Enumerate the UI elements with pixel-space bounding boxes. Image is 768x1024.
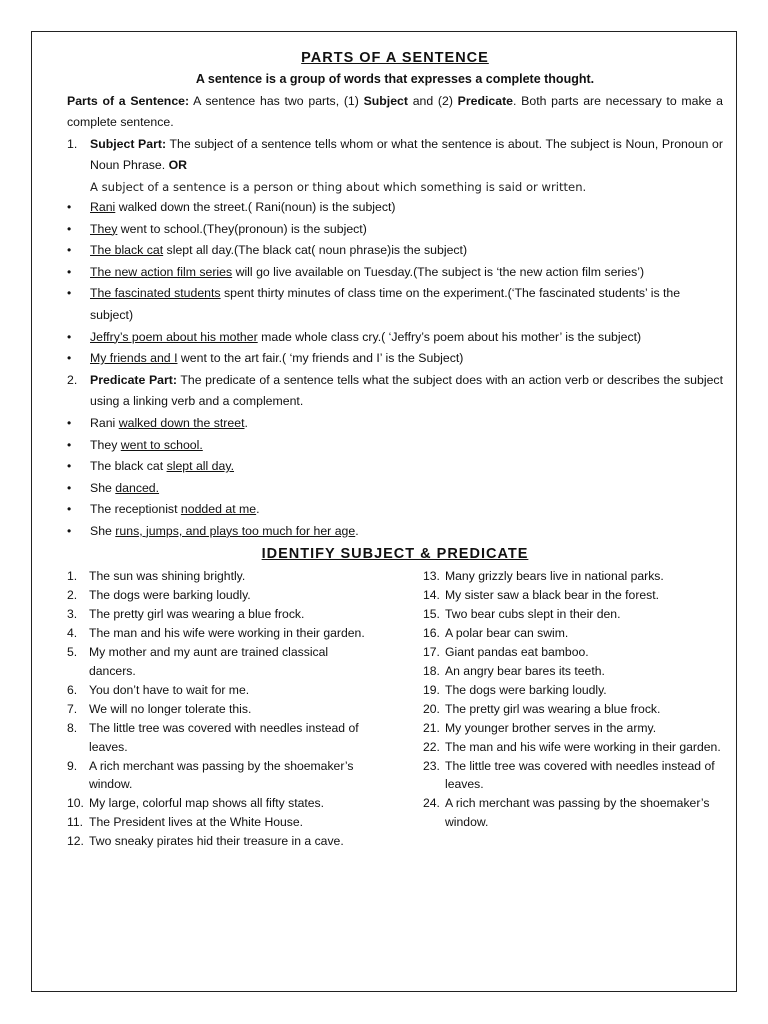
- exercise-item: [67, 757, 367, 795]
- exercise-item: [423, 794, 723, 832]
- exercise-item: [67, 643, 367, 681]
- exercise-number: 22.: [423, 739, 440, 754]
- exercise-number: 14.: [423, 588, 440, 603]
- exercise-number: 12.: [67, 834, 84, 849]
- subject-explanation: went to school.(They(pronoun) is the subject): [117, 221, 367, 236]
- subject-explanation: will go live available on Tuesday.(The subject is ‘the new action film series’): [232, 264, 645, 279]
- predicate-examples-list: [67, 413, 723, 543]
- exercise-number: 20.: [423, 701, 440, 716]
- predicate-part-body: [90, 370, 723, 413]
- exercise-sentence: The sun was shining brightly.: [89, 569, 246, 584]
- predicate-example-text: [90, 499, 723, 521]
- exercise-number: 9.: [67, 758, 78, 773]
- bullet-icon: •: [67, 523, 72, 538]
- subject-example-text: [90, 262, 723, 284]
- predicate-part-text: The predicate of a sentence tells what the subject does with an action verb or describes the subject using a linking verb and a complement.: [90, 372, 723, 409]
- subject-example-text: [90, 327, 723, 349]
- bullet-icon: •: [67, 286, 72, 301]
- subject-example-item: [67, 348, 723, 370]
- exercise-item: [67, 567, 367, 586]
- exercise-item: [67, 586, 367, 605]
- exercise-number: 7.: [67, 701, 78, 716]
- exercise-sentence: My mother and my aunt are trained classical dancers.: [89, 645, 329, 678]
- subject-underlined: Jeffry’s poem about his mother: [90, 329, 258, 344]
- predicate-example-item: [67, 499, 723, 521]
- predicate-example-item: [67, 456, 723, 478]
- exercise-sentence: The man and his wife were working in their garden.: [445, 739, 721, 754]
- subject-alt-definition: A subject of a sentence is a person or thing about which something is said or written.: [90, 179, 587, 194]
- exercise-item: [423, 681, 723, 700]
- subject-example-item: [67, 197, 723, 219]
- exercise-columns: [67, 567, 723, 851]
- exercise-sentence: The dogs were barking loudly.: [89, 588, 251, 603]
- exercise-sentence: Giant pandas eat bamboo.: [445, 645, 589, 660]
- worksheet-content: [67, 47, 723, 851]
- exercise-number: 23.: [423, 758, 440, 773]
- parts-intro: [67, 91, 723, 134]
- parts-text-1: A sentence has two parts, (1): [189, 93, 364, 108]
- subject-example-text: [90, 197, 723, 219]
- predicate-part-number: 2.: [67, 372, 78, 387]
- predicate-underlined: danced.: [115, 480, 160, 495]
- predicate-example-text: [90, 435, 723, 457]
- exercise-item: [423, 624, 723, 643]
- predicate-part-label: Predicate Part:: [90, 372, 177, 387]
- exercise-title: IDENTIFY SUBJECT & PREDICATE: [261, 546, 529, 563]
- bullet-icon: •: [67, 221, 72, 236]
- subject-explanation: walked down the street.( Rani(noun) is the subject): [115, 199, 396, 214]
- subject-example-text: [90, 283, 723, 326]
- subject-example-item: [67, 262, 723, 284]
- exercise-number: 24.: [423, 796, 440, 811]
- predicate-subject: They: [90, 437, 121, 452]
- subject-underlined: Rani: [90, 199, 116, 214]
- subject-word: Subject: [363, 93, 408, 108]
- exercise-sentence: The pretty girl was wearing a blue frock.: [445, 701, 661, 716]
- exercise-item: [423, 643, 723, 662]
- exercise-sentence: A rich merchant was passing by the shoemaker’s window.: [89, 758, 354, 792]
- predicate-end: .: [256, 502, 260, 517]
- subject-example-item: [67, 219, 723, 241]
- subject-example-item: [67, 240, 723, 262]
- predicate-example-text: [90, 413, 723, 435]
- exercise-item: [67, 813, 367, 832]
- exercise-sentence: Many grizzly bears live in national parks.: [445, 569, 664, 584]
- exercise-number: 13.: [423, 569, 440, 584]
- exercise-number: 21.: [423, 720, 440, 735]
- exercise-number: 5.: [67, 645, 78, 660]
- exercise-item: [423, 719, 723, 738]
- exercise-item: [423, 567, 723, 586]
- parts-label: Parts of a Sentence:: [67, 93, 190, 108]
- predicate-underlined: went to school.: [120, 437, 203, 452]
- exercise-number: 16.: [423, 626, 440, 641]
- exercise-item: [423, 700, 723, 719]
- exercise-item: [423, 662, 723, 681]
- subject-example-text: [90, 348, 723, 370]
- exercise-item: [67, 700, 367, 719]
- exercise-right-column: [423, 567, 723, 851]
- exercise-number: 1.: [67, 569, 78, 584]
- predicate-end: .: [244, 415, 248, 430]
- predicate-subject: Rani: [90, 415, 119, 430]
- bullet-icon: •: [67, 480, 72, 495]
- subject-explanation: slept all day.(The black cat( noun phrase)is the subject): [163, 243, 468, 258]
- definition-line: A sentence is a group of words that expresses a complete thought.: [195, 72, 595, 86]
- predicate-subject: She: [90, 480, 116, 495]
- exercise-sentence: The dogs were barking loudly.: [445, 682, 607, 697]
- predicate-subject: The black cat: [90, 459, 167, 474]
- exercise-item: [423, 586, 723, 605]
- subject-part-body: [90, 134, 723, 177]
- exercise-number: 17.: [423, 645, 440, 660]
- exercise-number: 18.: [423, 664, 440, 678]
- exercise-sentence: The President lives at the White House.: [89, 815, 304, 830]
- subject-part-text: The subject of a sentence tells whom or what the sentence is about. The subject is Noun, Pronoun or Noun Phrase.: [90, 136, 723, 173]
- exercise-number: 4.: [67, 626, 78, 641]
- subject-examples-list: [67, 197, 723, 370]
- exercise-sentence: My younger brother serves in the army.: [445, 720, 657, 735]
- parts-text-2: and (2): [407, 93, 458, 108]
- exercise-sentence: We will no longer tolerate this.: [89, 701, 252, 716]
- bullet-icon: •: [67, 415, 72, 430]
- subject-part-number: 1.: [67, 136, 78, 151]
- bullet-icon: •: [67, 459, 72, 474]
- predicate-example-text: [90, 456, 723, 478]
- exercise-sentence: An angry bear bares its teeth.: [445, 664, 605, 678]
- bullet-icon: •: [67, 502, 72, 517]
- subject-example-item: [67, 327, 723, 349]
- predicate-example-text: [90, 478, 723, 500]
- exercise-number: 10.: [67, 796, 84, 811]
- predicate-underlined: nodded at me: [180, 502, 257, 517]
- exercise-sentence: Two bear cubs slept in their den.: [445, 607, 621, 622]
- subject-example-text: [90, 219, 723, 241]
- bullet-icon: •: [67, 199, 72, 214]
- exercise-sentence: Two sneaky pirates hid their treasure in a cave.: [89, 834, 344, 849]
- predicate-word: Predicate: [457, 93, 514, 108]
- subject-underlined: The fascinated students: [90, 286, 221, 301]
- exercise-sentence: My sister saw a black bear in the forest.: [445, 588, 660, 603]
- predicate-subject: She: [90, 523, 116, 538]
- subject-example-text: [90, 240, 723, 262]
- exercise-number: 11.: [67, 815, 84, 830]
- exercise-number: 19.: [423, 682, 440, 697]
- exercise-item: [423, 738, 723, 757]
- subject-underlined: The black cat: [90, 243, 164, 258]
- subject-part-label: Subject Part:: [90, 136, 167, 151]
- predicate-part-item: [67, 370, 723, 413]
- predicate-underlined: runs, jumps, and plays too much for her age: [115, 523, 356, 538]
- exercise-number: 15.: [423, 607, 440, 622]
- predicate-example-item: [67, 435, 723, 457]
- predicate-example-text: [90, 521, 723, 543]
- bullet-icon: •: [67, 264, 72, 279]
- exercise-sentence: The man and his wife were working in their garden.: [89, 626, 365, 641]
- bullet-icon: •: [67, 243, 72, 258]
- subject-example-item: [67, 283, 723, 326]
- exercise-item: [423, 757, 723, 795]
- exercise-number: 2.: [67, 588, 78, 603]
- predicate-underlined: slept all day.: [166, 459, 235, 474]
- subject-underlined: My friends and I: [90, 351, 178, 366]
- exercise-item: [67, 681, 367, 700]
- or-label: OR: [168, 158, 188, 173]
- exercise-sentence: A rich merchant was passing by the shoemaker’s window.: [445, 796, 710, 830]
- exercise-item: [67, 832, 367, 851]
- bullet-icon: •: [67, 351, 72, 366]
- exercise-sentence: A polar bear can swim.: [445, 626, 569, 641]
- subject-explanation: made whole class cry.( ‘Jeffry’s poem about his mother’ is the subject): [257, 329, 642, 344]
- exercise-sentence: The little tree was covered with needles instead of leaves.: [89, 720, 359, 754]
- exercise-item: [423, 605, 723, 624]
- predicate-example-item: [67, 478, 723, 500]
- predicate-example-item: [67, 413, 723, 435]
- exercise-item: [67, 794, 367, 813]
- exercise-number: 3.: [67, 607, 78, 622]
- exercise-item: [67, 624, 367, 643]
- bullet-icon: •: [67, 329, 72, 344]
- page-title: PARTS OF A SENTENCE: [301, 50, 489, 66]
- exercise-number: 6.: [67, 682, 78, 697]
- exercise-item: [67, 719, 367, 757]
- exercise-left-column: [67, 567, 367, 851]
- predicate-end: .: [355, 523, 359, 538]
- exercise-item: [67, 605, 367, 624]
- parts-text-3: . Both parts are necessary to make a complete sentence.: [67, 93, 724, 130]
- exercise-sentence: My large, colorful map shows all fifty states.: [89, 796, 325, 811]
- bullet-icon: •: [67, 437, 72, 452]
- exercise-sentence: The little tree was covered with needles instead of leaves.: [445, 758, 715, 792]
- exercise-sentence: You don’t have to wait for me.: [89, 682, 250, 697]
- subject-underlined: The new action film series: [90, 264, 233, 279]
- predicate-subject: The receptionist: [90, 502, 181, 517]
- exercise-sentence: The pretty girl was wearing a blue frock.: [89, 607, 305, 622]
- exercise-number: 8.: [67, 720, 78, 735]
- subject-part-item: [67, 134, 723, 177]
- predicate-underlined: walked down the street: [118, 415, 245, 430]
- subject-explanation: spent thirty minutes of class time on the experiment.(‘The fascinated students’ is the subject): [90, 286, 681, 322]
- subject-explanation: went to the art fair.( ‘my friends and I’ is the Subject): [177, 351, 464, 366]
- predicate-example-item: [67, 521, 723, 543]
- subject-underlined: They: [90, 221, 118, 236]
